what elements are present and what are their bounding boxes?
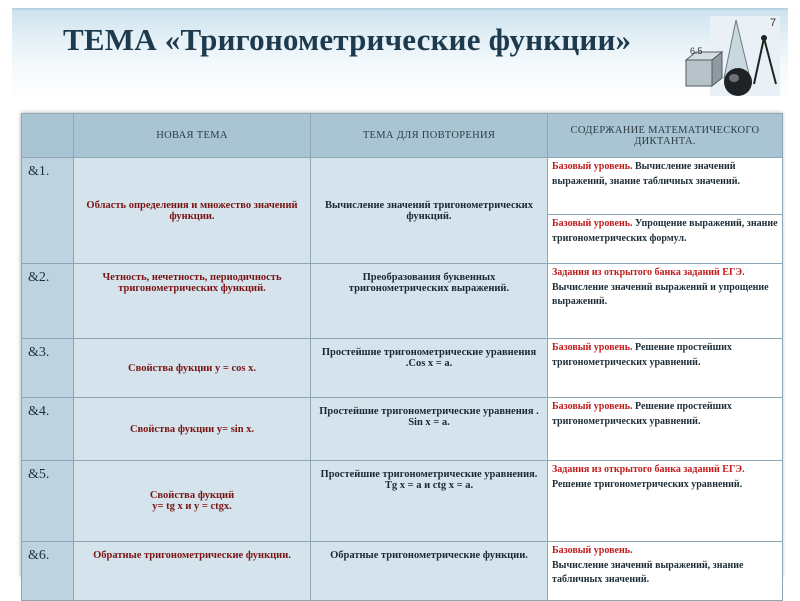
content-text: Вычисление значений выражений и упрощение выражений.: [552, 281, 769, 307]
row-number: &2.: [22, 264, 74, 339]
dictation-content-cell: [548, 461, 783, 542]
dictation-content-cell: [548, 398, 783, 461]
row-number: &6.: [22, 542, 74, 601]
repeat-topic-cell: [311, 461, 548, 542]
new-topic-cell: [74, 461, 311, 542]
geometry-shapes-icon: [666, 8, 786, 100]
level-label: Задания из открытого банка заданий ЕГЭ.: [552, 464, 745, 475]
new-topic-line: у= tg x и у = ctgx.: [152, 501, 232, 512]
header-new-topic: НОВАЯ ТЕМА: [74, 114, 311, 158]
header-num: [22, 114, 74, 158]
table-row: [22, 264, 783, 339]
repeat-topic-line: Tg x = a и ctg x = a.: [384, 480, 474, 491]
repeat-topic-cell: Вычисление значений тригонометрических функций.: [311, 158, 548, 264]
dictation-content-cell: [548, 264, 783, 339]
header-repeat-topic: ТЕМА ДЛЯ ПОВТОРЕНИЯ: [311, 114, 548, 158]
new-topic-cell: Обратные тригонометрические функции.: [74, 542, 311, 601]
page-title: ТЕМА «Тригонометрические функции»: [63, 22, 632, 57]
dictation-content-cell: [548, 215, 783, 264]
new-topic-cell: Четность, нечетность, периодичность тригонометрических функций.: [74, 264, 311, 339]
header-dictation-content: СОДЕРЖАНИЕ МАТЕМАТИЧЕСКОГО ДИКТАНТА.: [548, 114, 783, 158]
repeat-topic-cell: Простейшие тригонометрические уравнения .Cos x = a.: [311, 339, 548, 398]
level-label: Базовый уровень.: [552, 401, 633, 412]
table-row: [22, 542, 783, 601]
row-number: &1.: [22, 158, 74, 264]
content-text: Упрощение выражений, знание тригонометрических формул.: [552, 218, 778, 244]
new-topic-cell: Свойства фукции у= sin x.: [74, 398, 311, 461]
table-row: [22, 339, 783, 398]
content-text: Решение простейших тригонометрических уравнений.: [552, 401, 732, 427]
new-topic-line: Свойства фукций: [149, 490, 235, 501]
new-topic-cell: Область определения и множество значений функции.: [74, 158, 311, 264]
topics-table-container: [21, 113, 782, 585]
repeat-topic-line: Простейшие тригонометрические уравнения.: [320, 469, 538, 480]
dictation-content-cell: [548, 158, 783, 215]
level-label: Базовый уровень.: [552, 161, 633, 172]
content-text: Решение простейших тригонометрических уравнений.: [552, 342, 732, 368]
level-label: Базовый уровень.: [552, 342, 633, 353]
row-number: &4.: [22, 398, 74, 461]
level-label: Задания из открытого банка заданий ЕГЭ.: [552, 267, 745, 278]
dictation-content-cell: [548, 339, 783, 398]
content-text: Вычисление значений выражений, знание табличных значений.: [552, 559, 744, 585]
dictation-content-cell: [548, 542, 783, 601]
repeat-topic-cell: Обратные тригонометрические функции.: [311, 542, 548, 601]
table-header-row: [22, 114, 783, 158]
level-label: Базовый уровень.: [552, 545, 633, 556]
table-row: [22, 461, 783, 542]
level-label: Базовый уровень.: [552, 218, 633, 229]
table-row: [22, 158, 783, 215]
new-topic-cell: Свойства фукции у = cos x.: [74, 339, 311, 398]
repeat-topic-cell: Простейшие тригонометрические уравнения . Sin x = a.: [311, 398, 548, 461]
row-number: &3.: [22, 339, 74, 398]
topics-table: [21, 113, 783, 601]
row-number: &5.: [22, 461, 74, 542]
table-row: [22, 398, 783, 461]
content-text: Решение тригонометрических уравнений.: [552, 478, 743, 490]
content-text: Вычисление значений выражений, знание табличных значений.: [552, 161, 740, 187]
logo-digits-left: 6.5: [690, 46, 703, 56]
repeat-topic-cell: Преобразования буквенных тригонометрических выражений.: [311, 264, 548, 339]
logo-digits-right: 7: [770, 17, 777, 29]
